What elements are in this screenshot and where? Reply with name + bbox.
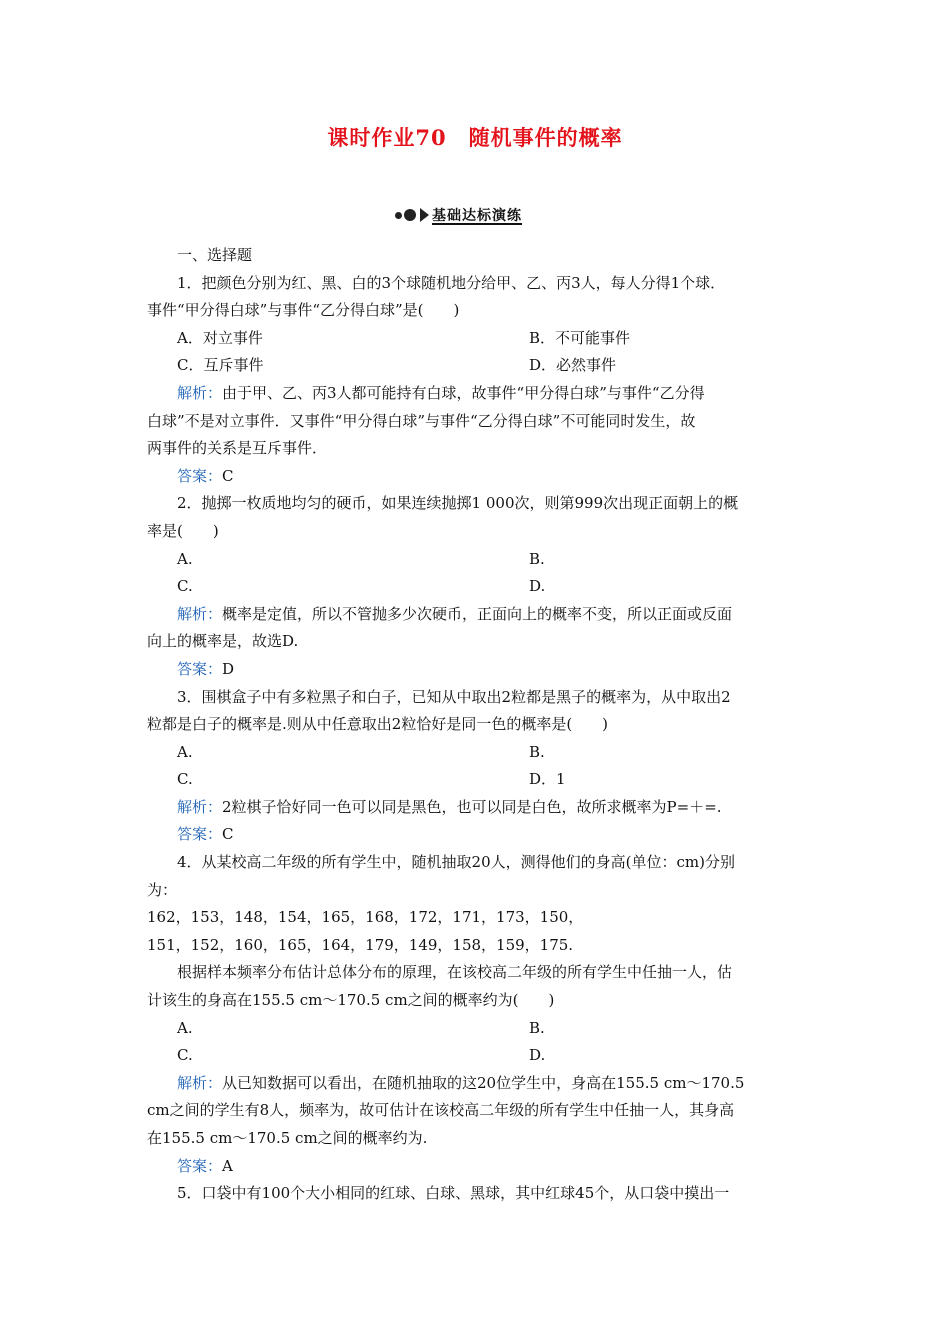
- section-banner: [395, 204, 522, 226]
- option-a: A．对立事件: [177, 328, 263, 347]
- question-1-stem: 1．把颜色分别为红、黑、白的3个球随机地分给甲、乙、丙3人，每人分得1个球．: [177, 273, 726, 292]
- question-3-analysis: [147, 794, 807, 822]
- analysis-label: 解析：: [177, 383, 223, 402]
- answer-value: C: [222, 466, 234, 485]
- bullet-dots-icon: [395, 209, 418, 221]
- question-4-analysis: [147, 1070, 807, 1098]
- analysis-text-cont: 向上的概率是，故选D.: [147, 632, 299, 651]
- question-1-options-row2: [147, 352, 807, 380]
- analysis-text-cont: 两事件的关系是互斥事件．: [147, 439, 328, 458]
- answer-value: D: [222, 659, 235, 678]
- question-4-stem: 4．从某校高二年级的所有学生中，随机抽取20人，测得他们的身高(单位：cm)分别: [177, 853, 735, 872]
- analysis-label: 解析：: [177, 1073, 223, 1092]
- question-2-options-row2: [147, 573, 807, 601]
- analysis-label: 解析：: [177, 604, 223, 623]
- question-3-stem-cont: 粒都是白子的概率是.则从中任意取出2粒恰好是同一色的概率是( ): [147, 715, 609, 734]
- analysis-text: 从已知数据可以看出，在随机抽取的这20位学生中，身高在155.5 cm～170.5: [222, 1073, 745, 1092]
- option-b: B.: [529, 742, 545, 761]
- question-3-stem: 3．围棋盒子中有多粒黑子和白子，已知从中取出2粒都是黑子的概率为，从中取出2: [177, 687, 731, 706]
- question-2-analysis: [147, 601, 807, 629]
- question-1-options-row1: [147, 325, 807, 353]
- analysis-text-cont: 白球”不是对立事件．又事件“甲分得白球”与事件“乙分得白球”不可能同时发生，故: [147, 411, 696, 430]
- question-4-options-row2: [147, 1042, 807, 1070]
- option-b: B．不可能事件: [529, 328, 631, 347]
- answer-label: 答案：: [177, 466, 223, 485]
- analysis-text-cont: 在155.5 cm～170.5 cm之间的概率约为.: [147, 1129, 428, 1147]
- option-a: A.: [177, 742, 193, 761]
- question-2-answer: [147, 656, 807, 684]
- analysis-text: 概率是定值，所以不管抛多少次硬币，正面向上的概率不变，所以正面或反面: [222, 604, 733, 623]
- option-c: C．互斥事件: [177, 356, 264, 375]
- question-4-stem-cont: 计该生的身高在155.5 cm～170.5 cm之间的概率约为( ): [147, 991, 555, 1010]
- question-2-stem-cont: 率是( ): [147, 521, 219, 540]
- answer-label: 答案：: [177, 1156, 223, 1175]
- section-heading: 一、选择题: [177, 246, 253, 264]
- answer-label: 答案：: [177, 825, 223, 844]
- option-b: B.: [529, 1018, 545, 1037]
- answer-label: 答案：: [177, 659, 223, 678]
- question-5-stem: 5．口袋中有100个大小相同的红球、白球、黑球，其中红球45个，从口袋中摸出一: [177, 1184, 730, 1203]
- page-title: 课时作业70 随机事件的概率: [327, 125, 623, 150]
- answer-value: A: [222, 1156, 233, 1175]
- option-d: D．必然事件: [529, 356, 617, 375]
- option-d: D.: [529, 577, 546, 596]
- question-4-options-row1: [147, 1015, 807, 1043]
- question-1-analysis: [147, 380, 807, 408]
- analysis-text-cont: cm之间的学生有8人，频率为，故可估计在该校高二年级的所有学生中任抽一人，其身高: [147, 1101, 735, 1120]
- analysis-label: 解析：: [177, 797, 223, 816]
- question-2-options-row1: [147, 546, 807, 574]
- document-body: [147, 242, 807, 1208]
- option-c: C.: [177, 1046, 193, 1065]
- option-a: A.: [177, 1018, 193, 1037]
- banner-label: 基础达标演练: [432, 208, 522, 224]
- option-c: C.: [177, 577, 193, 596]
- answer-value: C: [222, 825, 234, 844]
- option-a: A.: [177, 549, 193, 568]
- question-1-stem-cont: 事件“甲分得白球”与事件“乙分得白球”是( ): [147, 301, 460, 320]
- question-4-stem-cont: 根据样本频率分布估计总体分布的原理，在该校高二年级的所有学生中任抽一人，估: [177, 963, 733, 982]
- question-3-answer: [147, 821, 807, 849]
- option-d: D．1: [529, 770, 566, 789]
- question-1-answer: [147, 463, 807, 491]
- option-c: C.: [177, 770, 193, 789]
- option-d: D.: [529, 1046, 546, 1065]
- question-4-stem-cont: 为：: [147, 880, 178, 899]
- question-4-answer: [147, 1153, 807, 1181]
- question-4-data-row: 151，152，160，165，164，179，149，158，159，175.: [147, 935, 574, 954]
- option-b: B.: [529, 549, 545, 568]
- question-4-data-row: 162，153，148，154，165，168，172，171，173，150，: [147, 908, 584, 927]
- arrow-right-icon: [420, 208, 429, 222]
- question-3-options-row2: [147, 766, 807, 794]
- analysis-text: 由于甲、乙、丙3人都可能持有白球，故事件“甲分得白球”与事件“乙分得: [222, 383, 705, 402]
- analysis-text: 2粒棋子恰好同一色可以同是黑色，也可以同是白色，故所求概率为P=＋=.: [222, 797, 722, 816]
- question-2-stem: 2．抛掷一枚质地均匀的硬币，如果连续抛掷1 000次，则第999次出现正面朝上的概: [177, 494, 739, 513]
- question-3-options-row1: [147, 739, 807, 767]
